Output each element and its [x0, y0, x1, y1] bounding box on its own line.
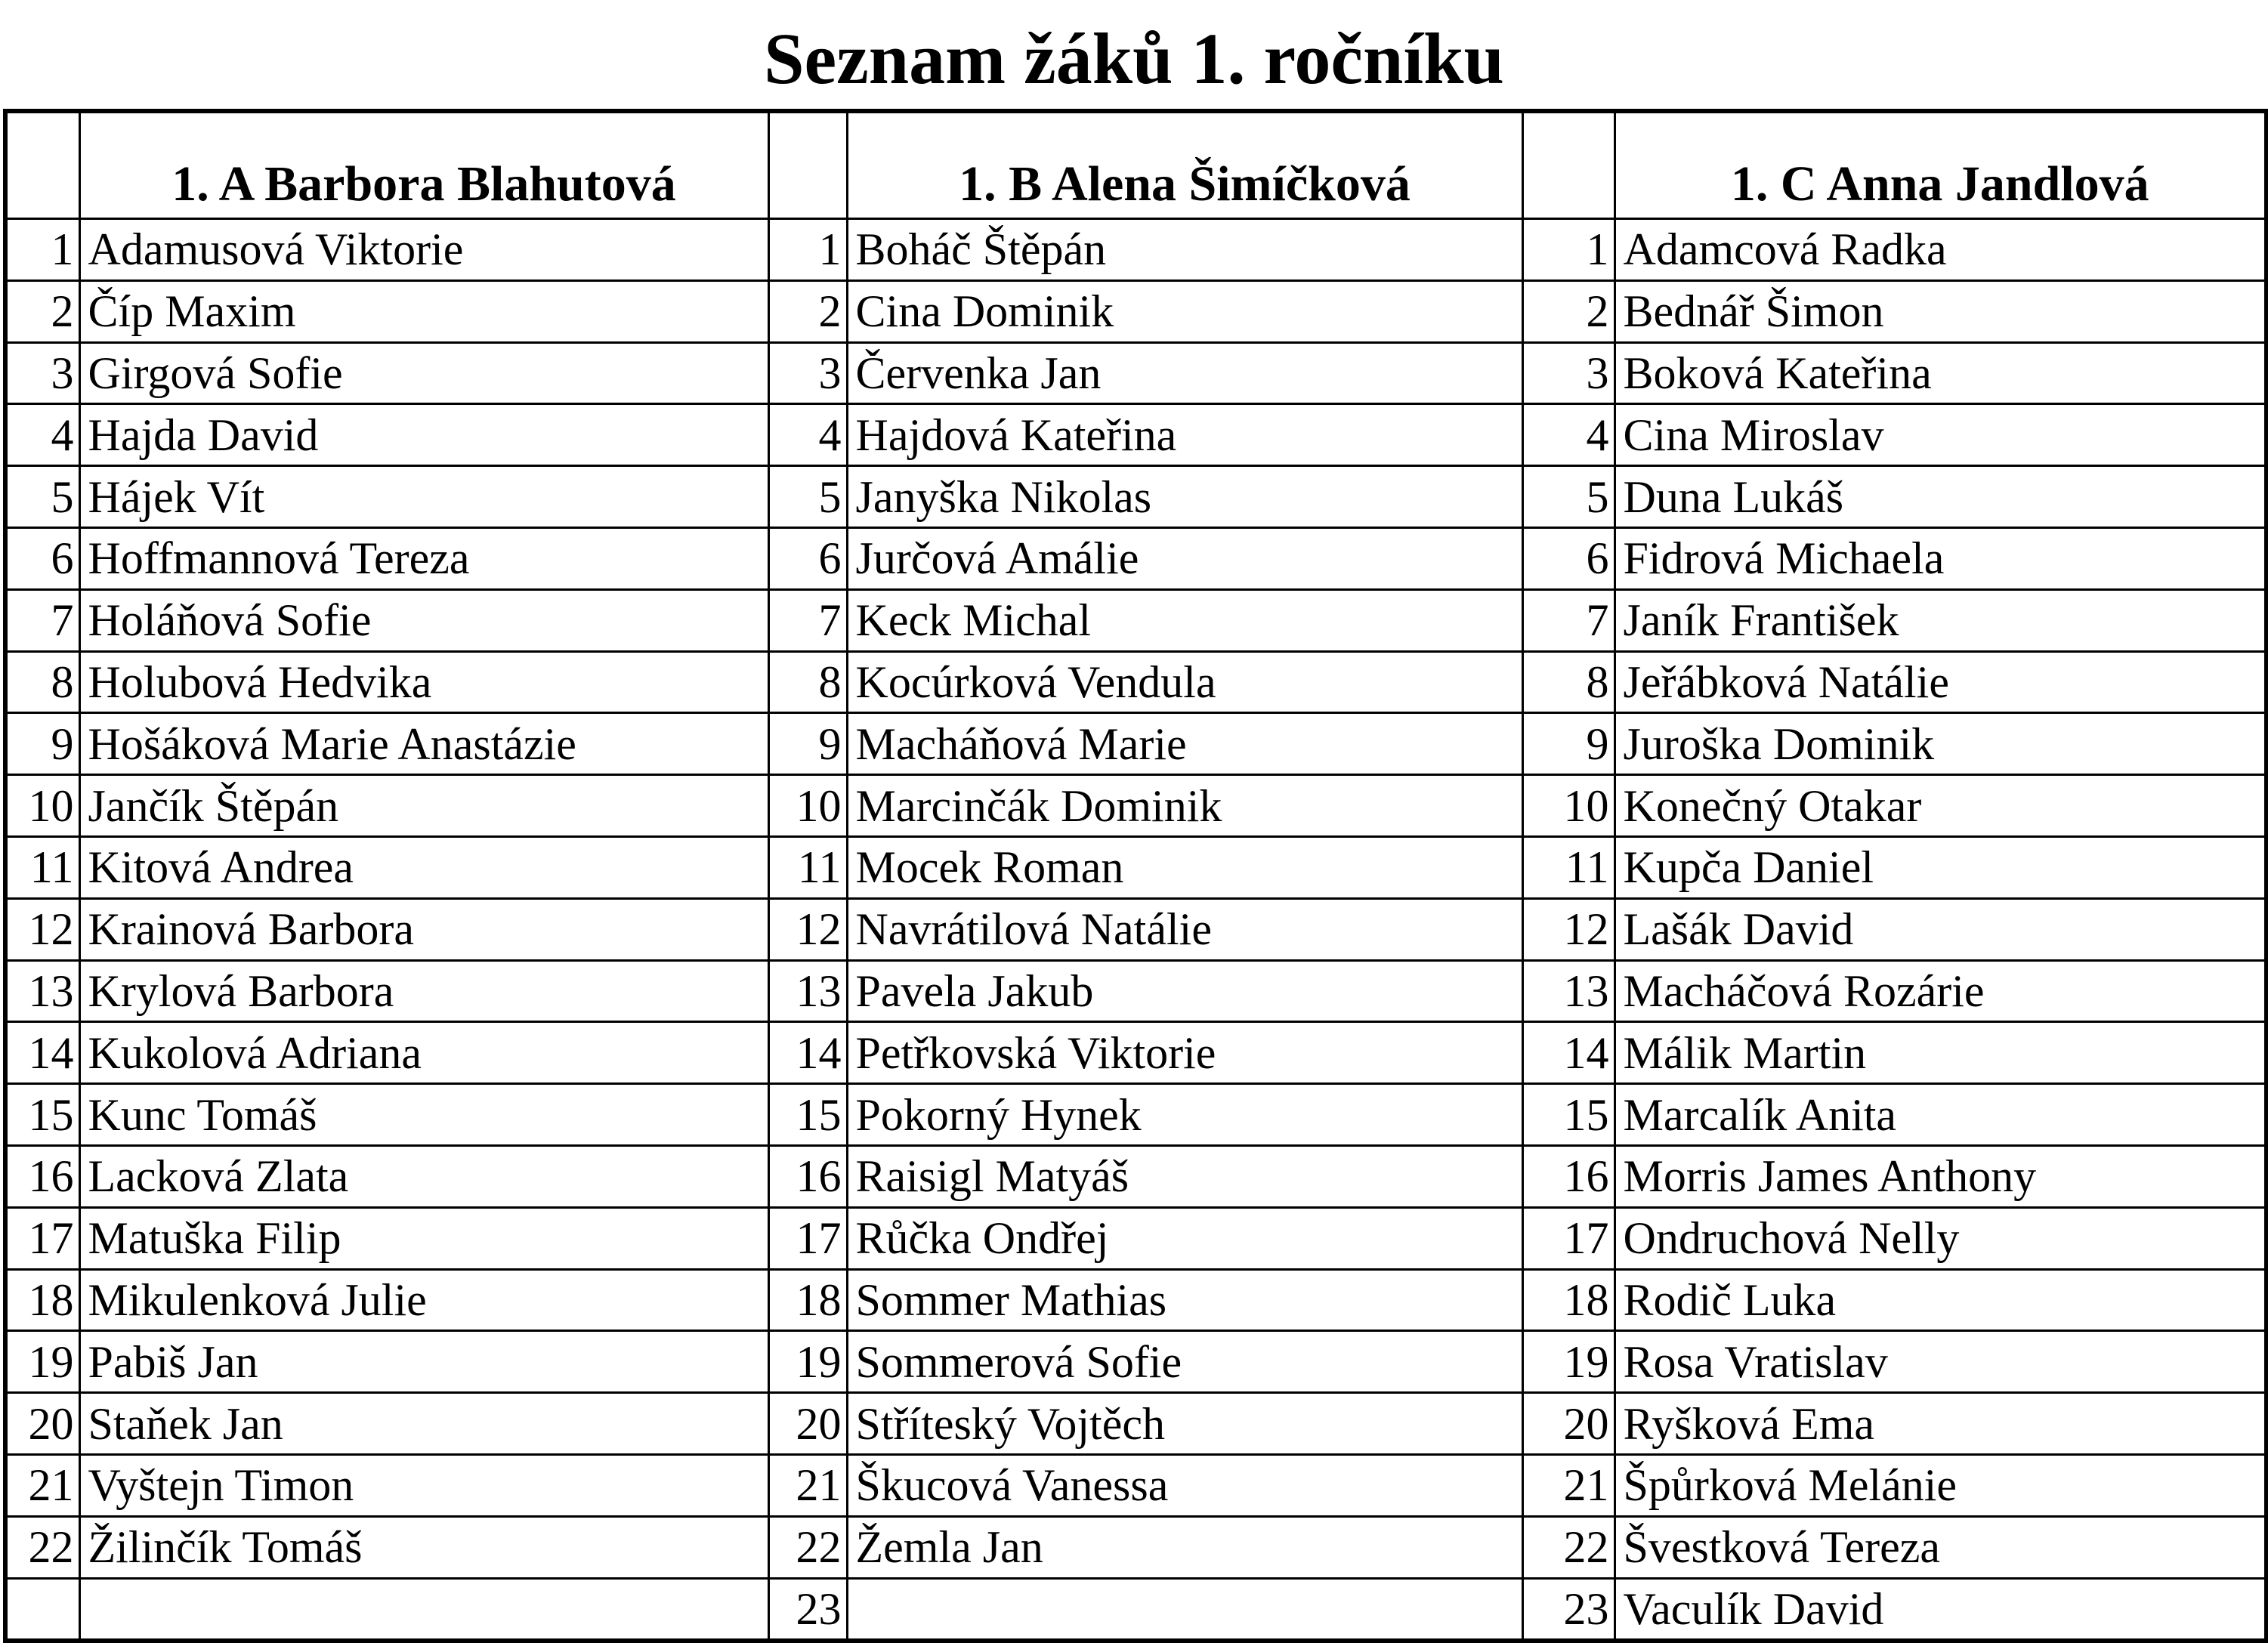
student-number: 8	[1522, 651, 1614, 713]
student-number: 3	[1522, 342, 1614, 404]
table-row	[5, 1207, 2266, 1269]
student-number: 18	[5, 1269, 79, 1331]
student-name: Kitová Andrea	[79, 836, 768, 898]
student-number: 8	[5, 651, 79, 713]
student-name: Matuška Filip	[79, 1207, 768, 1269]
student-number: 19	[1522, 1331, 1614, 1393]
table-row	[5, 1516, 2266, 1578]
student-number: 6	[1522, 527, 1614, 589]
table-row	[5, 527, 2266, 589]
student-name: Girgová Sofie	[79, 342, 768, 404]
class-b-header: 1. B Alena Šimíčková	[847, 111, 1522, 219]
student-number: 7	[5, 589, 79, 651]
student-number: 2	[5, 280, 79, 342]
table-row	[5, 1331, 2266, 1393]
student-number: 12	[768, 898, 847, 960]
table-row	[5, 960, 2266, 1022]
student-number: 14	[768, 1022, 847, 1084]
student-number: 20	[768, 1393, 847, 1455]
student-number: 5	[1522, 466, 1614, 528]
student-name: Marcinčák Dominik	[847, 775, 1522, 837]
student-number: 9	[1522, 713, 1614, 775]
student-name: Holubová Hedvika	[79, 651, 768, 713]
student-number: 14	[1522, 1022, 1614, 1084]
student-name: Růčka Ondřej	[847, 1207, 1522, 1269]
student-name: Pabiš Jan	[79, 1331, 768, 1393]
student-number: 6	[768, 527, 847, 589]
class-a-header: 1. A Barbora Blahutová	[79, 111, 768, 219]
student-number: 21	[768, 1454, 847, 1516]
student-number: 20	[1522, 1393, 1614, 1455]
student-number: 12	[1522, 898, 1614, 960]
student-number: 7	[768, 589, 847, 651]
student-name: Hoffmannová Tereza	[79, 527, 768, 589]
student-name: Kunc Tomáš	[79, 1084, 768, 1146]
student-name: Mocek Roman	[847, 836, 1522, 898]
student-name: Macháňová Marie	[847, 713, 1522, 775]
student-number: 2	[1522, 280, 1614, 342]
class-c-number-header	[1522, 111, 1614, 219]
student-number: 1	[1522, 219, 1614, 281]
student-number: 3	[5, 342, 79, 404]
table-row	[5, 713, 2266, 775]
student-name: Sommerová Sofie	[847, 1331, 1522, 1393]
student-name: Špůrková Melánie	[1614, 1454, 2266, 1516]
student-name: Hošáková Marie Anastázie	[79, 713, 768, 775]
student-number: 17	[5, 1207, 79, 1269]
student-number: 21	[5, 1454, 79, 1516]
student-name: Marcalík Anita	[1614, 1084, 2266, 1146]
student-number: 10	[5, 775, 79, 837]
student-number: 2	[768, 280, 847, 342]
student-name: Švestková Tereza	[1614, 1516, 2266, 1578]
student-number: 9	[768, 713, 847, 775]
table-row	[5, 1393, 2266, 1455]
table-row	[5, 1022, 2266, 1084]
student-name: Krylová Barbora	[79, 960, 768, 1022]
student-number: 12	[5, 898, 79, 960]
student-name: Lacková Zlata	[79, 1145, 768, 1207]
student-name: Žemla Jan	[847, 1516, 1522, 1578]
student-number: 16	[768, 1145, 847, 1207]
student-number: 4	[5, 404, 79, 466]
student-name: Cina Dominik	[847, 280, 1522, 342]
student-name: Jančík Štěpán	[79, 775, 768, 837]
student-name: Ryšková Ema	[1614, 1393, 2266, 1455]
student-name: Cina Miroslav	[1614, 404, 2266, 466]
student-name: Kukolová Adriana	[79, 1022, 768, 1084]
table-row	[5, 589, 2266, 651]
student-name: Škucová Vanessa	[847, 1454, 1522, 1516]
student-name: Konečný Otakar	[1614, 775, 2266, 837]
student-name: Rosa Vratislav	[1614, 1331, 2266, 1393]
table-row	[5, 1269, 2266, 1331]
student-name: Rodič Luka	[1614, 1269, 2266, 1331]
student-name: Holáňová Sofie	[79, 589, 768, 651]
student-number: 5	[5, 466, 79, 528]
student-number: 7	[1522, 589, 1614, 651]
student-number: 6	[5, 527, 79, 589]
student-number: 18	[1522, 1269, 1614, 1331]
class-c-header: 1. C Anna Jandlová	[1614, 111, 2266, 219]
student-name: Hajda David	[79, 404, 768, 466]
student-name: Číp Maxim	[79, 280, 768, 342]
student-number: 17	[768, 1207, 847, 1269]
student-name: Pokorný Hynek	[847, 1084, 1522, 1146]
student-number: 9	[5, 713, 79, 775]
student-name: Krainová Barbora	[79, 898, 768, 960]
page-title: Seznam žáků 1. ročníku	[764, 18, 1504, 99]
student-name: Kupča Daniel	[1614, 836, 2266, 898]
student-roster-table	[3, 109, 2268, 1643]
student-number: 21	[1522, 1454, 1614, 1516]
student-number: 10	[768, 775, 847, 837]
student-number: 22	[5, 1516, 79, 1578]
student-number: 16	[1522, 1145, 1614, 1207]
student-number: 13	[768, 960, 847, 1022]
student-name: Jeřábková Natálie	[1614, 651, 2266, 713]
student-number: 11	[768, 836, 847, 898]
student-number: 18	[768, 1269, 847, 1331]
student-name: Duna Lukáš	[1614, 466, 2266, 528]
student-name: Žilinčík Tomáš	[79, 1516, 768, 1578]
student-name	[79, 1578, 768, 1641]
table-row	[5, 1454, 2266, 1516]
student-number	[5, 1578, 79, 1641]
table-row	[5, 219, 2266, 281]
student-name: Raisigl Matyáš	[847, 1145, 1522, 1207]
student-number: 1	[768, 219, 847, 281]
table-row	[5, 836, 2266, 898]
roster-body	[5, 219, 2266, 1641]
student-number: 16	[5, 1145, 79, 1207]
table-row	[5, 342, 2266, 404]
student-number: 19	[768, 1331, 847, 1393]
student-number: 11	[5, 836, 79, 898]
student-name: Pavela Jakub	[847, 960, 1522, 1022]
student-number: 1	[5, 219, 79, 281]
student-name: Navrátilová Natálie	[847, 898, 1522, 960]
student-number: 15	[768, 1084, 847, 1146]
student-name: Mikulenková Julie	[79, 1269, 768, 1331]
student-name: Janík František	[1614, 589, 2266, 651]
student-name: Bednář Šimon	[1614, 280, 2266, 342]
student-number: 17	[1522, 1207, 1614, 1269]
student-name	[847, 1578, 1522, 1641]
student-name: Málik Martin	[1614, 1022, 2266, 1084]
student-number: 4	[1522, 404, 1614, 466]
student-number: 22	[768, 1516, 847, 1578]
student-name: Stříteský Vojtěch	[847, 1393, 1522, 1455]
table-row	[5, 775, 2266, 837]
student-name: Juroška Dominik	[1614, 713, 2266, 775]
header-row	[5, 111, 2266, 219]
table-row	[5, 1084, 2266, 1146]
student-name: Sommer Mathias	[847, 1269, 1522, 1331]
student-number: 19	[5, 1331, 79, 1393]
student-name: Petřkovská Viktorie	[847, 1022, 1522, 1084]
student-name: Macháčová Rozárie	[1614, 960, 2266, 1022]
student-name: Vaculík David	[1614, 1578, 2266, 1641]
student-number: 4	[768, 404, 847, 466]
student-name: Jurčová Amálie	[847, 527, 1522, 589]
student-number: 23	[768, 1578, 847, 1641]
student-name: Adamcová Radka	[1614, 219, 2266, 281]
class-b-number-header	[768, 111, 847, 219]
student-name: Hajdová Kateřina	[847, 404, 1522, 466]
student-name: Fidrová Michaela	[1614, 527, 2266, 589]
student-name: Janyška Nikolas	[847, 466, 1522, 528]
student-number: 15	[5, 1084, 79, 1146]
student-name: Boková Kateřina	[1614, 342, 2266, 404]
student-name: Keck Michal	[847, 589, 1522, 651]
student-name: Morris James Anthony	[1614, 1145, 2266, 1207]
student-number: 15	[1522, 1084, 1614, 1146]
student-number: 14	[5, 1022, 79, 1084]
student-name: Ondruchová Nelly	[1614, 1207, 2266, 1269]
table-row	[5, 404, 2266, 466]
student-number: 20	[5, 1393, 79, 1455]
student-name: Lašák David	[1614, 898, 2266, 960]
table-row	[5, 1578, 2266, 1641]
student-number: 11	[1522, 836, 1614, 898]
student-name: Hájek Vít	[79, 466, 768, 528]
student-name: Adamusová Viktorie	[79, 219, 768, 281]
table-row	[5, 280, 2266, 342]
student-number: 5	[768, 466, 847, 528]
student-number: 22	[1522, 1516, 1614, 1578]
table-row	[5, 651, 2266, 713]
student-name: Červenka Jan	[847, 342, 1522, 404]
student-name: Staňek Jan	[79, 1393, 768, 1455]
student-name: Boháč Štěpán	[847, 219, 1522, 281]
student-number: 3	[768, 342, 847, 404]
table-row	[5, 466, 2266, 528]
student-name: Vyštejn Timon	[79, 1454, 768, 1516]
table-row	[5, 1145, 2266, 1207]
student-number: 13	[5, 960, 79, 1022]
table-row	[5, 898, 2266, 960]
student-name: Kocúrková Vendula	[847, 651, 1522, 713]
student-number: 23	[1522, 1578, 1614, 1641]
student-number: 8	[768, 651, 847, 713]
student-number: 10	[1522, 775, 1614, 837]
student-number: 13	[1522, 960, 1614, 1022]
class-a-number-header	[5, 111, 79, 219]
